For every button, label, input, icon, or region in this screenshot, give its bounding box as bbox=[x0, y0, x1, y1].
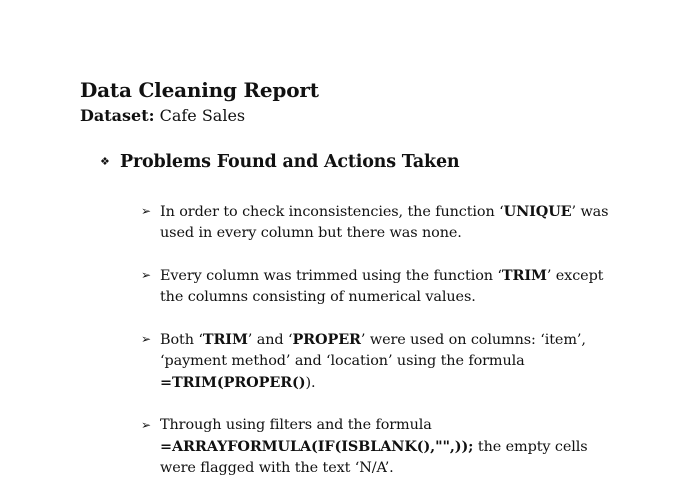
formula: =ARRAYFORMULA(IF(ISBLANK(),"",)); bbox=[160, 438, 474, 455]
function-name: TRIM bbox=[202, 331, 248, 348]
text-run: Through using filters and the formula bbox=[160, 417, 432, 433]
text-run: ’ and ‘ bbox=[247, 332, 293, 348]
text-run: Every column was trimmed using the function ‘ bbox=[160, 268, 502, 284]
text-run: ). bbox=[305, 375, 316, 391]
arrow-bullet-icon: ➢ bbox=[141, 204, 151, 218]
list-item bbox=[141, 415, 611, 479]
text-run: the empty cells were flagged with the text ‘N/A’. bbox=[160, 439, 588, 476]
diamond-bullet-icon: ❖ bbox=[100, 155, 110, 168]
list-item-text bbox=[160, 329, 611, 394]
arrow-bullet-icon: ➢ bbox=[141, 418, 151, 432]
function-name: TRIM bbox=[501, 267, 547, 284]
action-list bbox=[141, 201, 611, 500]
text-run: ’ was used in every column but there was none. bbox=[160, 204, 609, 241]
list-item-text bbox=[160, 415, 611, 479]
dataset-value: Cafe Sales bbox=[154, 106, 246, 125]
section-heading-row bbox=[100, 152, 459, 172]
list-item bbox=[141, 201, 611, 244]
text-run: ’ were used on columns: ‘item’, ‘payment method’ and ‘location’ using the formula bbox=[160, 332, 586, 369]
text-run: In order to check inconsistencies, the function ‘ bbox=[160, 204, 504, 220]
text-run: ’ except the columns consisting of numerical values. bbox=[160, 268, 604, 305]
list-item bbox=[141, 329, 611, 394]
arrow-bullet-icon: ➢ bbox=[141, 332, 151, 346]
section-heading: Problems Found and Actions Taken bbox=[120, 152, 460, 172]
function-name: PROPER bbox=[292, 331, 361, 348]
text-run: Both ‘ bbox=[160, 332, 203, 348]
list-item-text bbox=[160, 265, 611, 308]
dataset-label: Dataset: bbox=[80, 106, 155, 125]
list-item bbox=[141, 265, 611, 308]
report-title: Data Cleaning Report bbox=[80, 78, 319, 102]
list-item-text bbox=[160, 201, 611, 244]
dataset-line bbox=[80, 106, 245, 125]
function-name: UNIQUE bbox=[503, 203, 572, 220]
formula: =TRIM(PROPER() bbox=[160, 374, 306, 391]
arrow-bullet-icon: ➢ bbox=[141, 268, 151, 282]
